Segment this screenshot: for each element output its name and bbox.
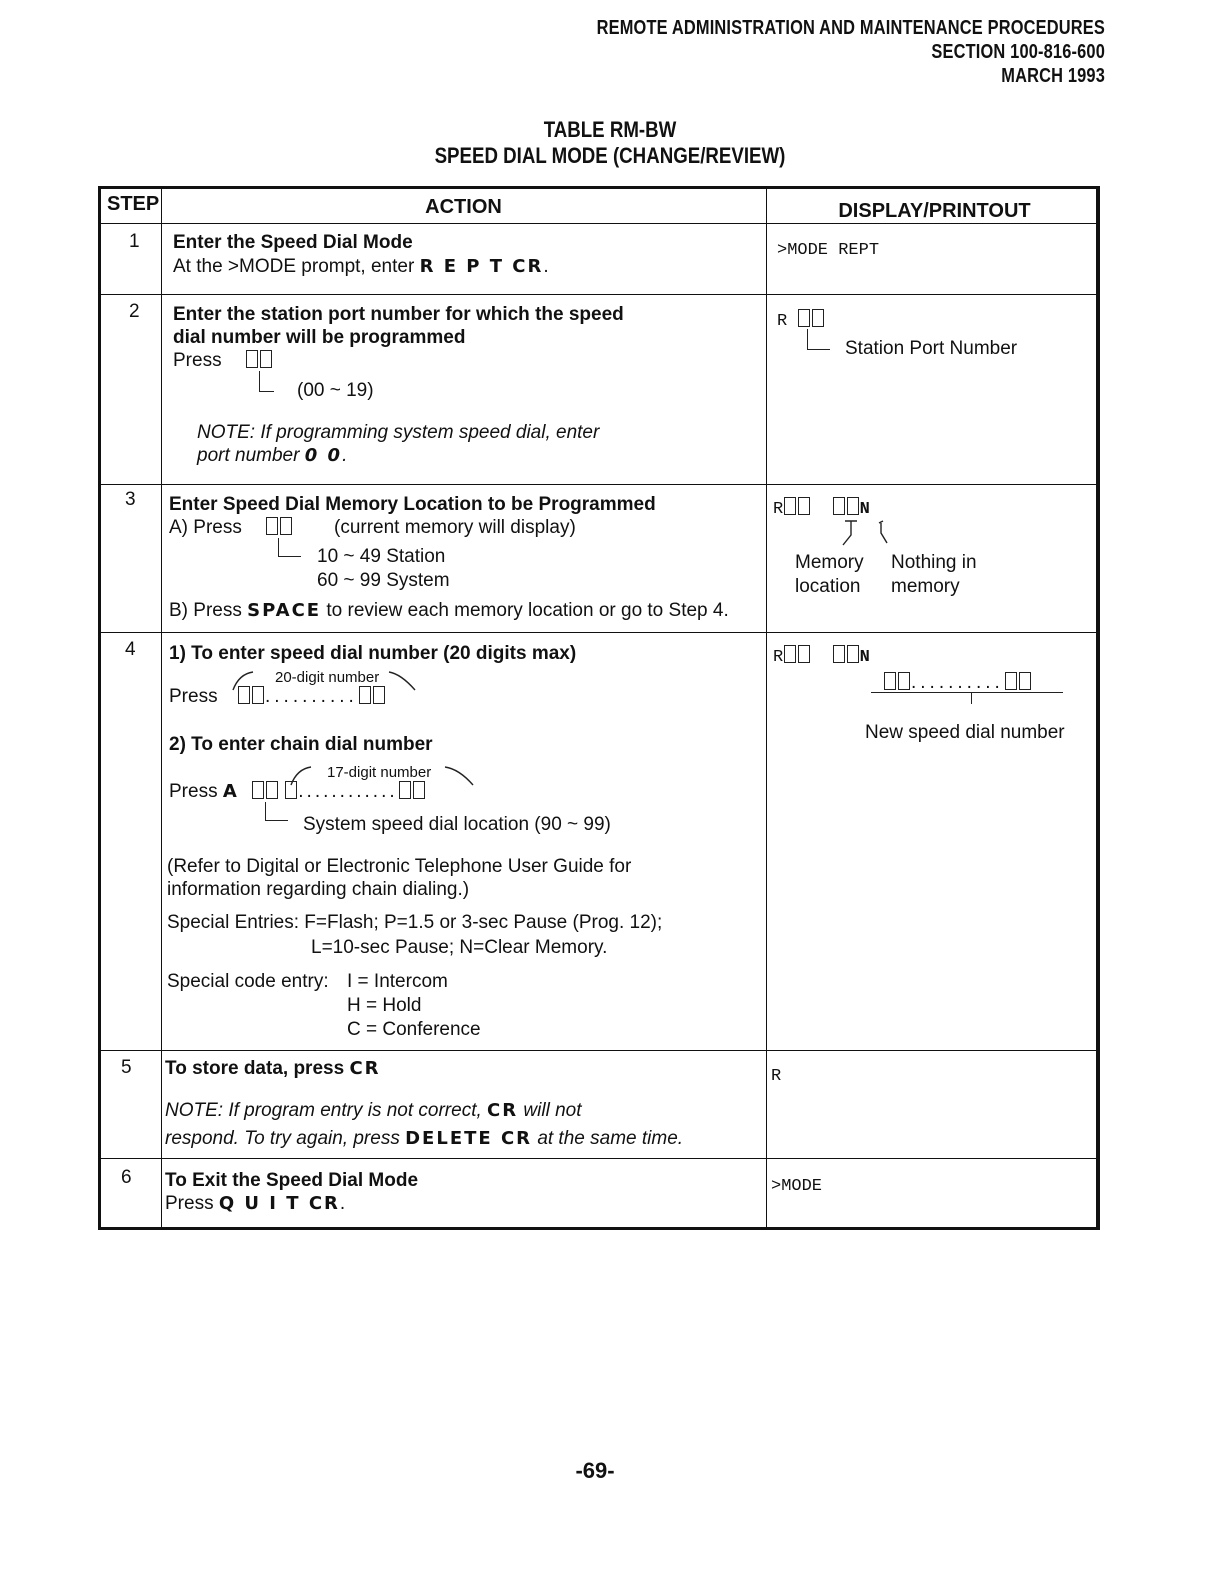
table-id: TABLE RM-BW — [543, 117, 677, 142]
step-number: 3 — [125, 489, 136, 510]
header-title: REMOTE ADMINISTRATION AND MAINTENANCE PROCEDURES — [596, 17, 1105, 39]
display-output: R — [771, 1067, 782, 1086]
pointer-lines — [841, 519, 901, 549]
table-title — [347, 117, 874, 169]
digit-count-label: 20-digit number — [275, 669, 380, 686]
special-entries: Special Entries: F=Flash; P=1.5 or 3-sec Pause (Prog. 12); — [167, 912, 663, 933]
display-label: Station Port Number — [845, 338, 1018, 359]
step-heading: Enter the station port number for which the speed — [173, 304, 624, 325]
header-action: ACTION — [425, 196, 502, 218]
row-divider — [101, 1158, 1096, 1159]
step-number: 4 — [125, 639, 136, 660]
note-text: NOTE: If program entry is not correct, CR will not — [165, 1100, 582, 1121]
column-divider — [766, 189, 767, 1227]
leader-line — [265, 802, 288, 821]
digit-sequence: .......... — [237, 685, 386, 708]
refer-note: (Refer to Digital or Electronic Telephone User Guide for — [167, 856, 632, 877]
range-station: 10 ~ 49 Station — [317, 546, 446, 567]
table-name: SPEED DIAL MODE (CHANGE/REVIEW) — [434, 143, 786, 168]
document-header — [597, 16, 1105, 88]
key-sequence: A — [222, 781, 239, 802]
refer-note-cont: information regarding chain dialing.) — [167, 879, 470, 900]
tick-line — [971, 692, 972, 704]
row-divider — [101, 294, 1096, 295]
step-number: 6 — [121, 1167, 132, 1188]
code-hold: H = Hold — [347, 995, 422, 1016]
step-heading: To store data, press CR — [165, 1058, 381, 1079]
column-divider — [161, 189, 162, 1227]
row-divider — [101, 632, 1096, 633]
step-instruction: At the >MODE prompt, enter R E P T CR. — [173, 256, 549, 277]
display-digits: .......... — [883, 671, 1032, 694]
instruction-text: At the >MODE prompt, enter — [173, 256, 415, 277]
leader-line — [807, 329, 830, 350]
display-label: New speed dial number — [865, 722, 1065, 743]
display-output: R N — [773, 645, 870, 669]
note-text: NOTE: If programming system speed dial, enter — [197, 422, 600, 443]
step-instruction: Press Q U I T CR. — [165, 1193, 346, 1214]
key-sequence: 0 0 — [304, 445, 343, 466]
label-nothing-cont: memory — [891, 576, 960, 597]
row-divider — [101, 1050, 1096, 1051]
row-divider — [101, 484, 1096, 485]
header-step: STEP — [107, 193, 160, 215]
key-sequence: Q U I T CR — [218, 1193, 340, 1214]
press-label: Press — [173, 350, 222, 371]
press-label: Press — [169, 686, 218, 707]
header-section: SECTION 100-816-600 — [931, 41, 1105, 63]
step-heading: 1) To enter speed dial number (20 digits max) — [169, 643, 577, 664]
label-memory-cont: location — [795, 576, 861, 597]
procedure-table — [98, 186, 1100, 1230]
special-code-label: Special code entry: — [167, 971, 329, 992]
digit-sequence: ............ — [251, 780, 426, 803]
display-output: R N — [773, 497, 870, 521]
key-sequence: CR — [349, 1058, 381, 1079]
digit-boxes — [245, 349, 273, 372]
digit-count-label: 17-digit number — [327, 764, 432, 781]
step-number: 1 — [129, 231, 140, 252]
step-number: 2 — [129, 301, 140, 322]
option-b: B) Press SPACE to review each memory location or go to Step 4. — [169, 600, 729, 621]
display-output: >MODE REPT — [777, 241, 880, 260]
header-date: MARCH 1993 — [1001, 65, 1105, 87]
display-output: R — [777, 309, 825, 333]
option-a-note: (current memory will display) — [334, 517, 576, 538]
underline — [871, 692, 1063, 693]
step-heading: To Exit the Speed Dial Mode — [165, 1170, 419, 1191]
special-entries-cont: L=10-sec Pause; N=Clear Memory. — [311, 937, 608, 958]
leader-line — [278, 538, 301, 557]
step-heading-cont: dial number will be programmed — [173, 327, 466, 348]
key-sequence: DELETE CR — [405, 1128, 533, 1149]
code-intercom: I = Intercom — [347, 971, 448, 992]
step-number: 5 — [121, 1057, 132, 1078]
code-conference: C = Conference — [347, 1019, 481, 1040]
header-display: DISPLAY/PRINTOUT — [838, 200, 1031, 222]
label-nothing: Nothing in — [891, 552, 977, 573]
step-heading: Enter Speed Dial Memory Location to be Programmed — [169, 494, 656, 515]
key-sequence: R E P T CR — [419, 256, 544, 277]
leader-line — [259, 371, 274, 392]
key-sequence: CR — [487, 1100, 519, 1121]
system-location-range: System speed dial location (90 ~ 99) — [303, 814, 611, 835]
note-text-cont: respond. To try again, press DELETE CR at the same time. — [165, 1128, 684, 1149]
range-system: 60 ~ 99 System — [317, 570, 450, 591]
note-text-cont: port number 0 0. — [197, 445, 348, 466]
page-number: -69- — [575, 1458, 615, 1483]
display-output: >MODE — [771, 1177, 823, 1196]
press-a-label: Press A — [169, 781, 239, 802]
row-divider — [101, 223, 1096, 224]
key-sequence: SPACE — [247, 600, 322, 621]
digit-boxes — [265, 516, 293, 539]
label-memory: Memory — [795, 552, 864, 573]
step-heading: Enter the Speed Dial Mode — [173, 232, 413, 253]
step-subheading: 2) To enter chain dial number — [169, 734, 433, 755]
port-range: (00 ~ 19) — [297, 380, 374, 401]
option-a: A) Press — [169, 517, 242, 538]
